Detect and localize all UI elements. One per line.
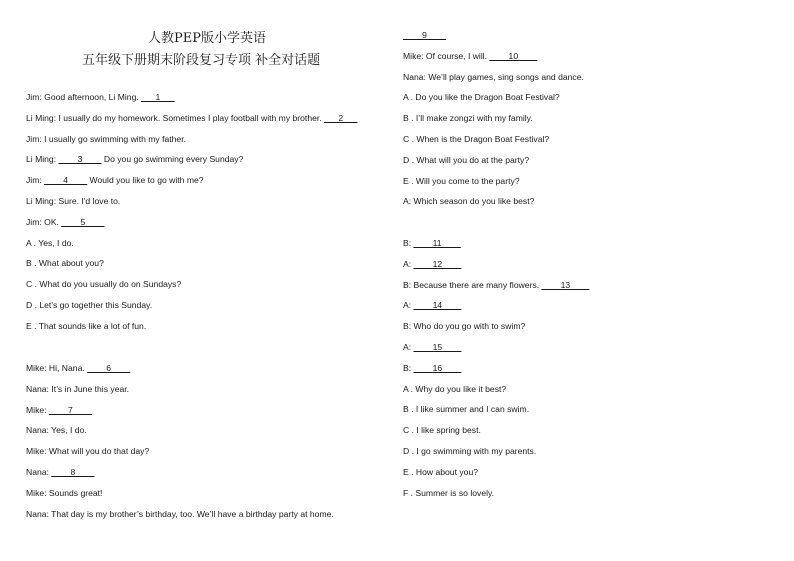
dialogue-line: [403, 30, 446, 40]
dialogue-line: [403, 72, 584, 82]
line-text: Nana:: [26, 467, 52, 477]
dialogue-line: [26, 196, 120, 206]
dialogue-line: [26, 154, 243, 164]
dialogue-line: [26, 425, 87, 435]
answer-blank: ____4____: [44, 175, 88, 186]
dialogue-line: [26, 467, 94, 477]
line-text: B:: [403, 362, 414, 373]
answer-blank: ____10____: [489, 50, 538, 61]
option-line: B . What about you?: [26, 258, 104, 269]
line-text: Jim: OK.: [26, 216, 62, 227]
line-text-after: Would you like to go with me?: [87, 175, 204, 186]
line-text: B: Because there are many flowers.: [403, 279, 542, 290]
line-text: Nana: Yes, I do.: [26, 425, 87, 436]
answer-blank: ____7____: [48, 404, 92, 415]
dialogue-line: [26, 134, 186, 144]
answer-blank: ____14____: [413, 300, 462, 311]
dialogue-line: [26, 92, 175, 102]
dialogue-line: [26, 217, 104, 227]
dialogue-line: [26, 446, 149, 456]
option-line: A . Do you like the Dragon Boat Festival?: [403, 92, 560, 103]
option-line: F . Summer is so lovely.: [403, 487, 495, 498]
line-text: Li Ming: I usually do my homework. Sometimes I play football with my brother.: [26, 112, 325, 123]
option-line: D . What will you do at the party?: [403, 154, 530, 165]
option-line: A . Yes, I do.: [26, 237, 74, 248]
dialogue-line: [26, 509, 334, 519]
dialogue-line: [403, 321, 525, 331]
answer-blank: ____3____: [58, 154, 102, 165]
dialogue-line: [26, 113, 358, 123]
line-text: A:: [403, 342, 414, 352]
dialogue-line: [26, 384, 129, 394]
answer-blank: ____16____: [413, 362, 462, 373]
line-text: Mike:: [26, 404, 49, 415]
line-text: Jim: Good afternoon, Li Ming.: [26, 92, 142, 102]
line-text: Jim: I usually go swimming with my father.: [26, 133, 186, 144]
dialogue-line: [403, 259, 461, 269]
option-line: D . I go swimming with my parents.: [403, 446, 537, 456]
answer-blank: ____11____: [413, 238, 461, 248]
option-line: B . I’ll make zongzi with my family.: [403, 113, 533, 124]
option-line: E . That sounds like a lot of fun.: [26, 320, 147, 331]
line-text: A:: [403, 300, 414, 311]
option-line: E . Will you come to the party?: [403, 175, 520, 186]
dialogue-line: [403, 51, 537, 61]
answer-blank: ___1___: [141, 92, 175, 102]
dialogue-line: [403, 280, 589, 290]
line-text: A:: [403, 258, 414, 269]
dialogue-line: [403, 342, 461, 352]
page-title: 人教PEP版小学英语: [148, 31, 266, 46]
dialogue-line: [403, 300, 461, 310]
line-text: Li Ming: Sure. I'd love to.: [26, 196, 121, 206]
option-line: D . Let's go together this Sunday.: [26, 300, 153, 310]
answer-blank: ____6____: [87, 363, 131, 373]
dialogue-line: [26, 175, 204, 185]
answer-blank: ____12____: [413, 258, 462, 269]
answer-blank: ____5____: [61, 216, 105, 227]
page-subtitle: 五年级下册期末阶段复习专项 补全对话题: [82, 53, 321, 68]
option-line: E . How about you?: [403, 466, 479, 477]
answer-blank: ____13____: [541, 279, 590, 290]
dialogue-line: [403, 196, 534, 206]
dialogue-line: [26, 488, 102, 498]
dialogue-line: [403, 363, 461, 373]
line-text: Mike: Hi, Nana.: [26, 363, 88, 373]
line-text: Mike: Sounds great!: [26, 487, 103, 498]
option-line: C . What do you usually do on Sundays?: [26, 279, 182, 290]
line-text: Mike: Of course, I will.: [403, 50, 490, 61]
answer-blank: ____9____: [403, 30, 447, 40]
dialogue-line: [403, 238, 461, 248]
option-line: B . I like summer and I can swim.: [403, 404, 530, 415]
line-text: Nana: We’ll play games, sing songs and dance.: [403, 71, 584, 82]
answer-blank: ___2___: [324, 112, 358, 123]
option-line: C . I like spring best.: [403, 425, 481, 436]
line-text: B: Who do you go with to swim?: [403, 321, 526, 332]
answer-blank: ____8____: [51, 467, 95, 477]
line-text-after: Do you go swimming every Sunday?: [101, 154, 244, 165]
answer-blank: ____15____: [413, 342, 462, 352]
line-text: Li Ming:: [26, 154, 59, 165]
dialogue-line: [26, 363, 130, 373]
option-line: C . When is the Dragon Boat Festival?: [403, 134, 550, 144]
line-text: Nana: It’s in June this year.: [26, 383, 130, 394]
line-text: Mike: What will you do that day?: [26, 446, 150, 457]
line-text: A: Which season do you like best?: [403, 196, 535, 207]
dialogue-line: [26, 405, 92, 415]
line-text: Jim:: [26, 175, 45, 186]
line-text: Nana: That day is my brother’s birthday, too. We’ll have a birthday party at home.: [26, 508, 334, 519]
option-line: A . Why do you like it best?: [403, 383, 507, 394]
line-text: B:: [403, 238, 414, 248]
